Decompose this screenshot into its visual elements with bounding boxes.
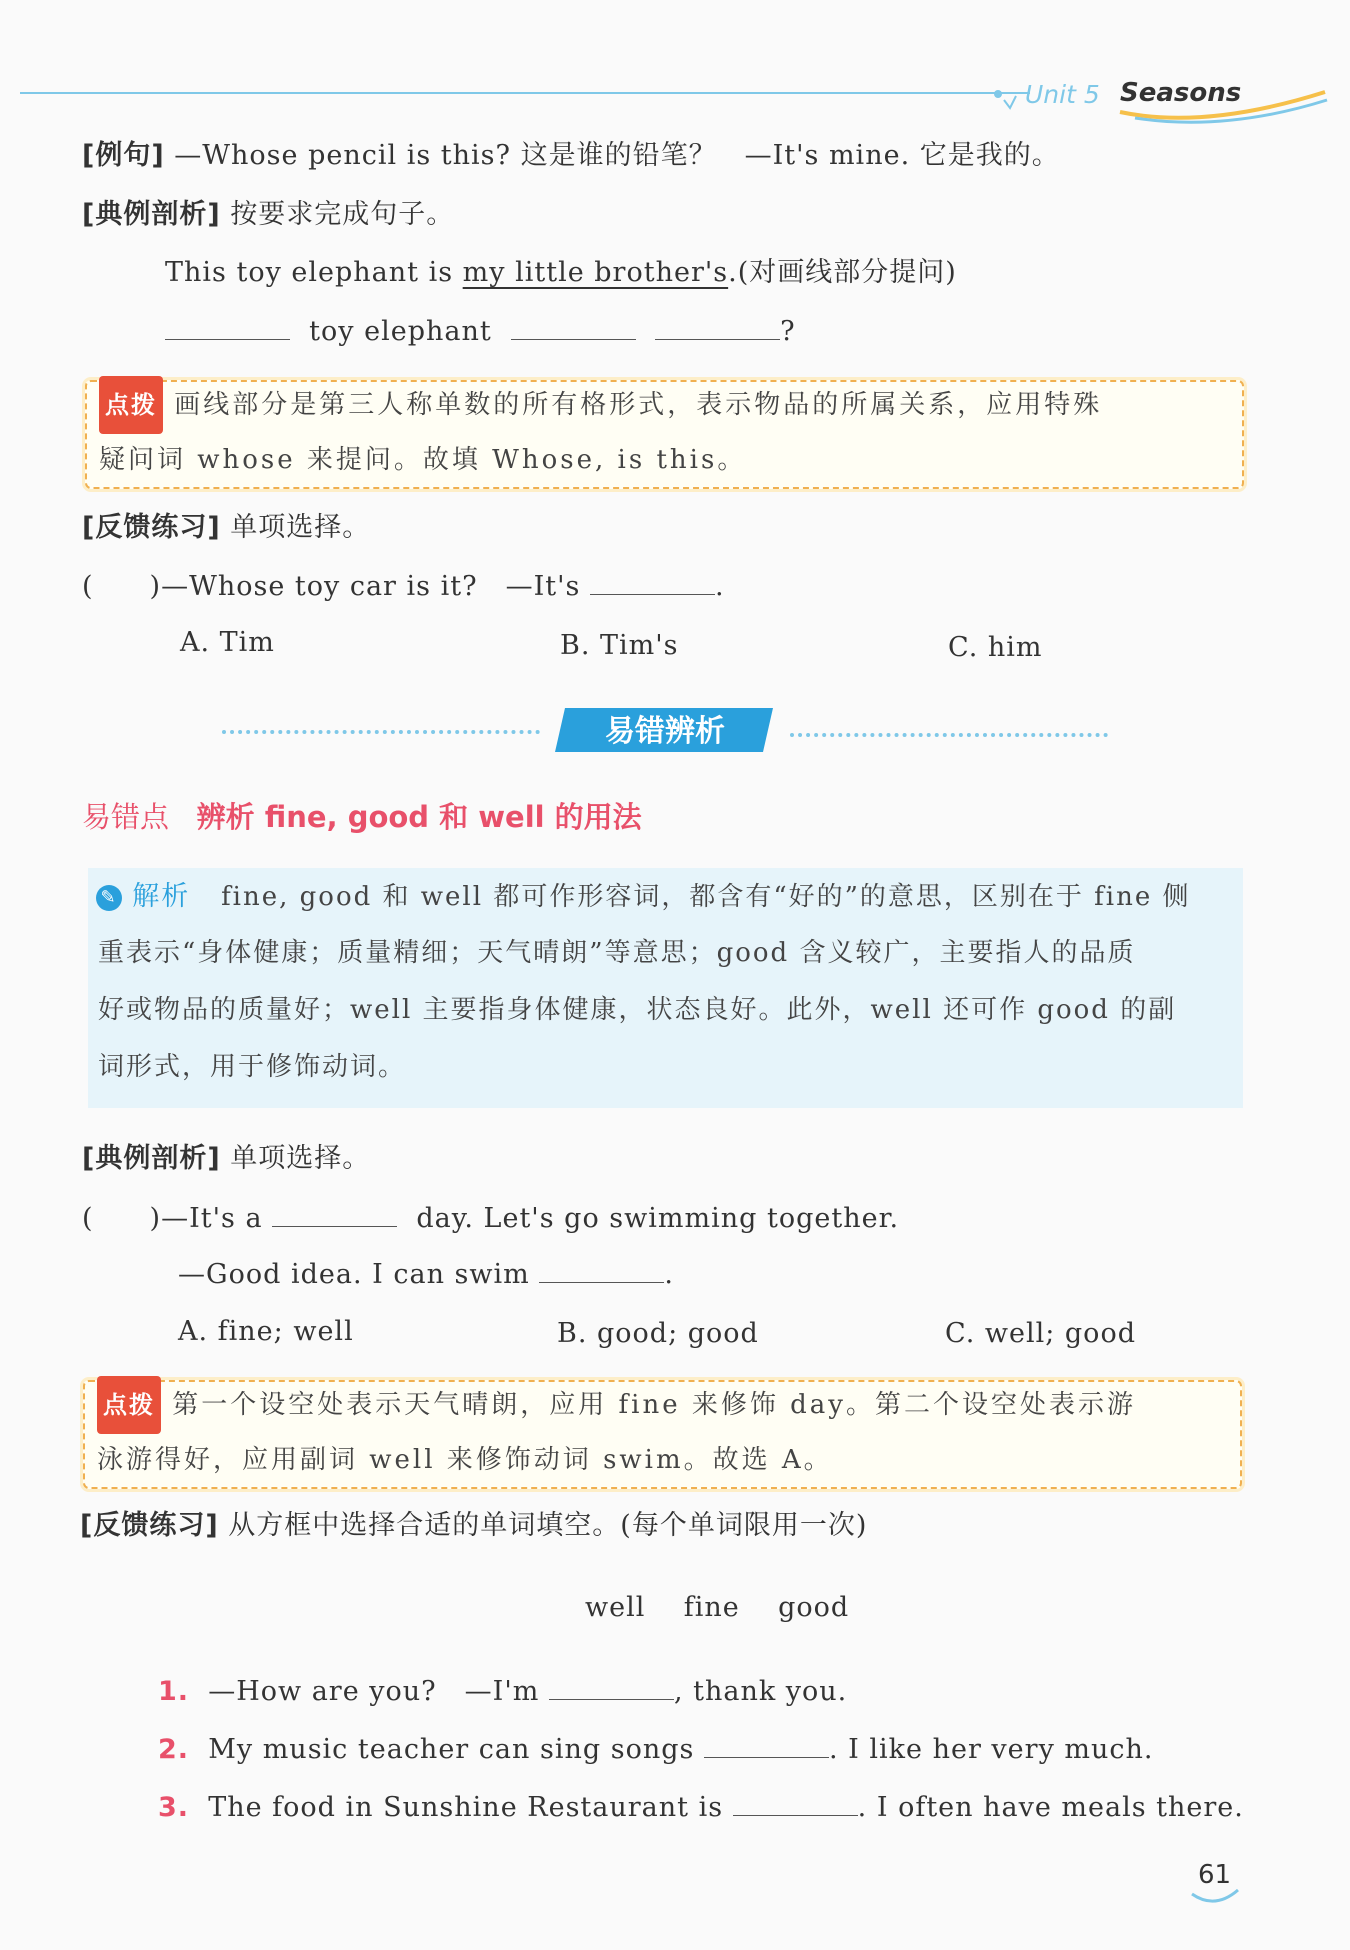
answer-blank[interactable] bbox=[272, 1202, 397, 1227]
tip1-badge: 点拨 bbox=[99, 376, 163, 434]
practice2-instruction: 从方框中选择合适的单词填空。(每个单词限用一次) bbox=[228, 1510, 868, 1541]
case2-option-c[interactable]: C. well; good bbox=[945, 1318, 1136, 1349]
item-post: , thank you. bbox=[673, 1676, 848, 1707]
practice2-item-1 bbox=[158, 1675, 847, 1708]
case2-heading bbox=[82, 1143, 370, 1175]
practice1-question bbox=[82, 570, 725, 603]
tip2-line2: 泳游得好，应用副词 well 来修饰动词 swim。故选 A。 bbox=[97, 1445, 833, 1475]
header-rule bbox=[20, 92, 1030, 94]
answer-blank[interactable] bbox=[655, 315, 780, 340]
answer-paren[interactable]: ( ) bbox=[82, 571, 162, 602]
case2-q1-post: day. Let's go swimming together. bbox=[416, 1203, 900, 1234]
answer-blank[interactable] bbox=[733, 1791, 858, 1816]
page-swoosh-icon bbox=[1190, 1888, 1240, 1908]
analysis-line3: 好或物品的质量好；well 主要指身体健康，状态良好。此外，well 还可作 good 的副 bbox=[98, 995, 1177, 1025]
case1-sentence-post: .(对画线部分提问) bbox=[728, 257, 957, 288]
word-option: fine bbox=[683, 1592, 740, 1623]
practice1-option-a[interactable]: A. Tim bbox=[180, 627, 275, 658]
practice1-question-end: . bbox=[714, 571, 725, 602]
case2-q2-post: . bbox=[664, 1259, 674, 1290]
item-number: 1. bbox=[158, 1676, 190, 1707]
answer-blank[interactable] bbox=[704, 1733, 829, 1758]
banner-dots-right bbox=[790, 733, 1108, 737]
practice1-question-text: —Whose toy car is it? —It's bbox=[161, 571, 581, 602]
item-number: 3. bbox=[158, 1792, 190, 1823]
header-unit: Unit 5 bbox=[1025, 80, 1100, 109]
case1-instruction: 按要求完成句子。 bbox=[230, 199, 455, 230]
answer-blank[interactable] bbox=[165, 315, 290, 340]
case1-label: [典例剖析] bbox=[82, 199, 221, 230]
section-banner bbox=[555, 706, 775, 754]
practice2-item-2 bbox=[158, 1733, 1154, 1766]
answer-blank[interactable] bbox=[549, 1675, 674, 1700]
practice1-heading bbox=[82, 512, 370, 544]
case1-answer-end: ? bbox=[780, 316, 796, 347]
tip1-line1: 画线部分是第三人称单数的所有格形式，表示物品的所属关系，应用特殊 bbox=[174, 390, 1103, 420]
item-pre: —How are you? —I'm bbox=[208, 1676, 540, 1707]
analysis-line2: 重表示“身体健康；质量精细；天气晴朗”等意思；good 含义较广，主要指人的品质 bbox=[98, 938, 1136, 968]
case2-q2 bbox=[178, 1258, 674, 1291]
header-title: Seasons bbox=[1120, 78, 1242, 108]
example-label: [例句] bbox=[82, 140, 165, 171]
practice1-option-b[interactable]: B. Tim's bbox=[560, 630, 679, 661]
case1-answer-mid: toy elephant bbox=[309, 316, 492, 347]
banner-dots-left bbox=[222, 730, 540, 734]
error-point-text: 辨析 fine, good 和 well 的用法 bbox=[196, 800, 642, 834]
practice2-item-3 bbox=[158, 1791, 1244, 1824]
practice1-label: [反馈练习] bbox=[82, 512, 221, 543]
analysis-label: 解析 bbox=[132, 881, 191, 912]
answer-blank[interactable] bbox=[590, 570, 715, 595]
item-number: 2. bbox=[158, 1734, 190, 1765]
error-point-label: 易错点 bbox=[82, 800, 170, 834]
word-option: well bbox=[585, 1592, 646, 1623]
practice1-instruction: 单项选择。 bbox=[230, 512, 371, 543]
example-text: —Whose pencil is this? 这是谁的铅笔？ —It's mine. 它是我的。 bbox=[174, 140, 1060, 171]
analysis-line1: fine, good 和 well 都可作形容词，都含有“好的”的意思，区别在于 fine 侧 bbox=[221, 882, 1191, 912]
header-heart-icon bbox=[990, 86, 1020, 116]
tip2-box bbox=[83, 1380, 1242, 1489]
case2-option-a[interactable]: A. fine; well bbox=[178, 1316, 354, 1347]
case2-option-b[interactable]: B. good; good bbox=[557, 1318, 759, 1349]
case2-q1 bbox=[82, 1202, 899, 1235]
item-pre: My music teacher can sing songs bbox=[208, 1734, 695, 1765]
case1-heading bbox=[82, 199, 454, 231]
page-number: 61 bbox=[1198, 1860, 1232, 1890]
case1-sentence-pre: This toy elephant is bbox=[165, 257, 463, 288]
answer-blank[interactable] bbox=[511, 315, 636, 340]
practice2-heading bbox=[80, 1510, 867, 1542]
error-point-title bbox=[82, 795, 642, 836]
item-pre: The food in Sunshine Restaurant is bbox=[208, 1792, 724, 1823]
analysis-pencil-icon: ✎ bbox=[96, 885, 122, 911]
item-post: . I often have meals there. bbox=[857, 1792, 1244, 1823]
example-line bbox=[82, 140, 1060, 172]
word-option: good bbox=[778, 1592, 850, 1623]
case2-q1-pre: —It's a bbox=[161, 1203, 263, 1234]
analysis-box bbox=[88, 868, 1243, 1108]
item-post: . I like her very much. bbox=[828, 1734, 1154, 1765]
practice2-label: [反馈练习] bbox=[80, 1510, 219, 1541]
case1-underlined: my little brother's bbox=[462, 257, 729, 288]
tip2-line1: 第一个设空处表示天气晴朗，应用 fine 来修饰 day。第二个设空处表示游 bbox=[172, 1390, 1136, 1420]
practice1-option-c[interactable]: C. him bbox=[948, 632, 1043, 663]
case2-q2-pre: —Good idea. I can swim bbox=[178, 1259, 530, 1290]
tip2-badge: 点拨 bbox=[97, 1376, 161, 1434]
word-box bbox=[585, 1592, 849, 1624]
tip1-line2: 疑问词 whose 来提问。故填 Whose, is this。 bbox=[99, 445, 747, 475]
case2-instruction: 单项选择。 bbox=[230, 1143, 371, 1174]
analysis-line4: 词形式，用于修饰动词。 bbox=[98, 1052, 407, 1082]
section-banner-text: 易错辨析 bbox=[605, 714, 725, 749]
case1-sentence bbox=[165, 257, 957, 289]
answer-paren[interactable]: ( ) bbox=[82, 1203, 162, 1234]
case1-answer-line bbox=[165, 315, 796, 348]
tip1-box bbox=[85, 380, 1244, 489]
case2-label: [典例剖析] bbox=[82, 1143, 221, 1174]
answer-blank[interactable] bbox=[539, 1258, 664, 1283]
